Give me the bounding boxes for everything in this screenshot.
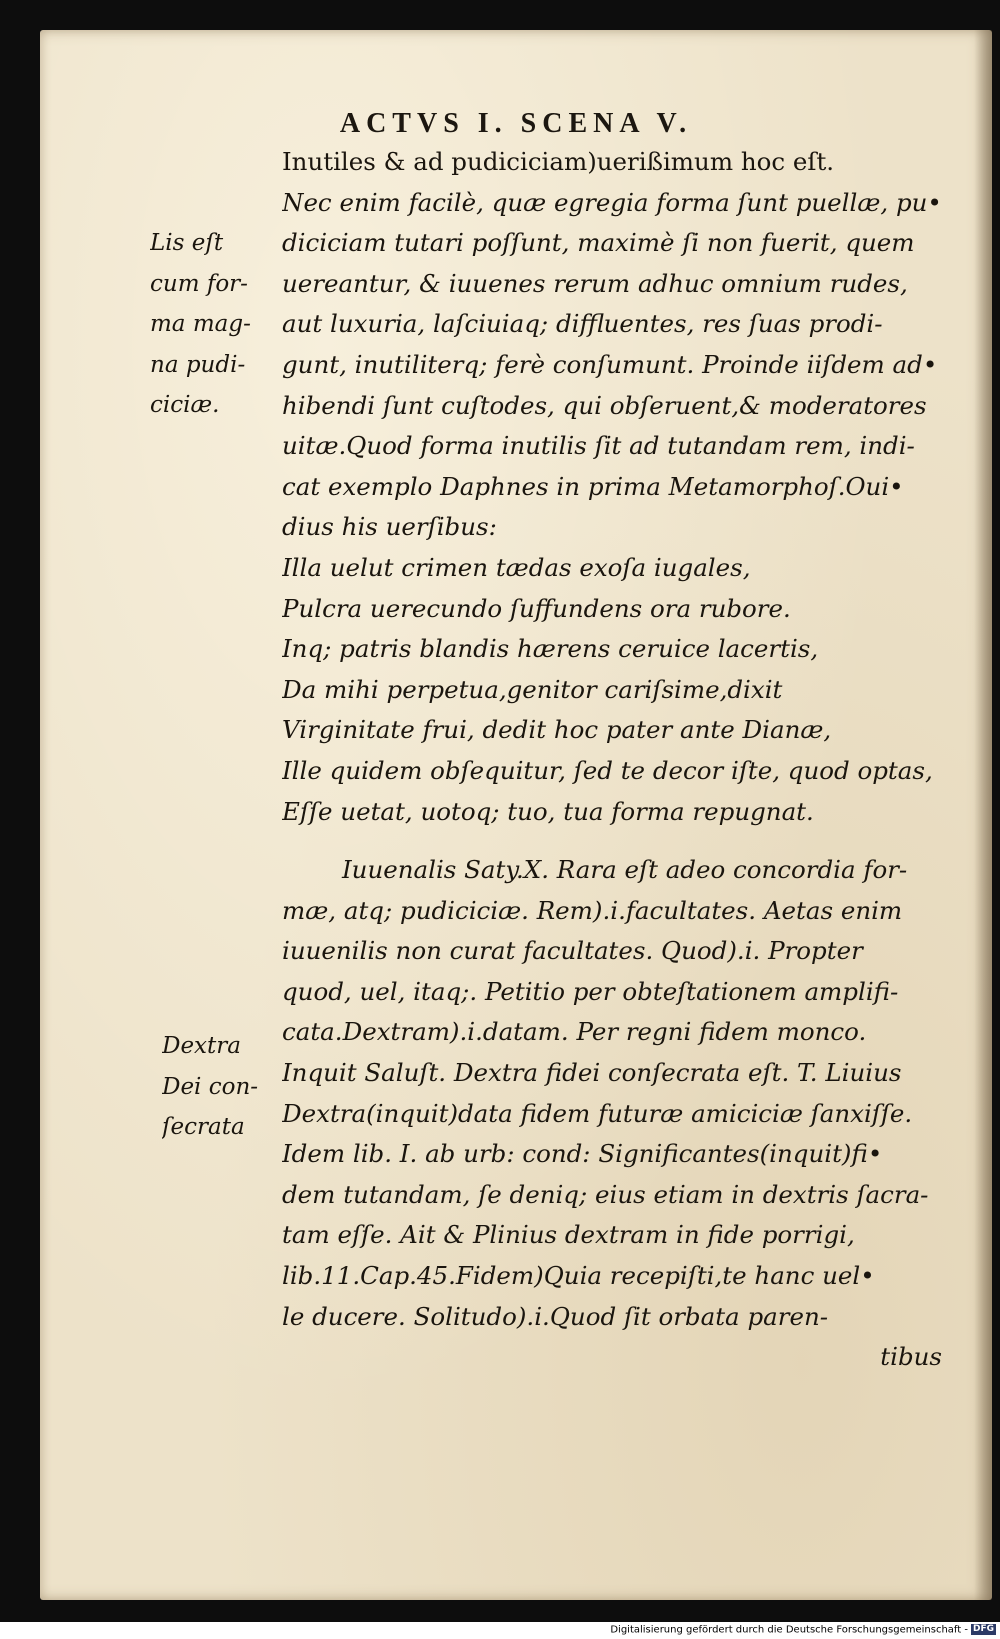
verse-line: Da mihi perpetua,genitor cariſsime,dixit (282, 674, 783, 704)
commentary-line: dem tutandam, ſe deniq; eius etiam in dextris ſacra- (282, 1179, 929, 1209)
marginal-line: Dei con- (162, 1073, 259, 1100)
commentary-line: Dextra(inquit)data fidem futuræ amiciciæ ſanxiſſe. (282, 1098, 913, 1128)
marginal-line: ciciæ. (150, 392, 220, 419)
commentary-line: mæ, atq; pudiciciæ. Rem).i.facultates. Aetas enim (282, 895, 903, 925)
marginal-line: ma mag- (150, 311, 251, 338)
running-head: ACTVS I. SCENA V. (339, 108, 693, 139)
verse-line: Illa uelut crimen tædas exoſa iugales, (282, 552, 751, 582)
commentary-line: quod, uel, itaq;. Petitio per obteſtationem amplifi- (282, 976, 899, 1006)
commentary-line: tam eſſe. Ait & Plinius dextram in fide porrigi, (282, 1220, 855, 1250)
marginal-note-dextra (162, 1026, 287, 1148)
text-line: uitæ.Quod forma inutilis ſit ad tutandam rem, indi- (282, 431, 915, 461)
text-line: Nec enim facilè, quæ egregia forma ſunt puellæ, pu• (282, 187, 942, 217)
marginal-line: ſecrata (162, 1114, 245, 1141)
dfg-logo: DFG (972, 1624, 994, 1634)
main-text-block (282, 142, 952, 1378)
paragraph-gap (282, 832, 952, 850)
verse-line: Ille quidem obſequitur, ſed te decor iſte, quod optas, (282, 755, 933, 785)
commentary-line: Inquit Saluſt. Dextra fidei conſecrata eſt. T. Liuius (282, 1058, 902, 1088)
commentary-line: iuuenilis non curat facultates. Quod).i. Propter (282, 936, 863, 966)
text-line: hibendi ſunt cuſtodes, qui obſeruent,& moderatores (282, 390, 927, 420)
credit-text: Digitalisierung gefördert durch die Deutsche Forschungsgemeinschaft - (610, 1624, 968, 1636)
text-line: dius his uerſibus: (282, 512, 497, 542)
text-line: diciciam tutari poſſunt, maximè ſi non fuerit, quem (282, 228, 915, 258)
commentary-line: cata.Dextram).i.datam. Per regni fidem monco. (282, 1017, 867, 1047)
verse-line: Inq; patris blandis hærens ceruice lacertis, (282, 634, 819, 664)
page-edge-shadow (974, 30, 992, 1600)
text-line: uereantur, & iuuenes rerum adhuc omnium rudes, (282, 268, 908, 298)
marginal-line: Dextra (162, 1033, 241, 1059)
book-page (40, 30, 992, 1600)
commentary-line: Iuuenalis Saty.X. Rara eſt adeo concordia for- (342, 855, 908, 885)
verse-line: Virginitate frui, dedit hoc pater ante Dianæ, (282, 715, 832, 745)
commentary-line: Idem lib. I. ab urb: cond: Significantes(inquit)fi• (282, 1139, 883, 1169)
text-line: gunt, inutiliterq; ferè conſumunt. Proinde iiſdem ad• (282, 349, 938, 379)
verse-line: Eſſe uetat, uotoq; tuo, tua forma repugnat. (282, 796, 814, 826)
text-line: Inutiles & ad pudiciciam)uerißimum hoc eſt. (282, 147, 835, 176)
digitization-credit (610, 1624, 996, 1636)
marginal-note-forma (150, 223, 275, 426)
marginal-line: cum for- (150, 270, 248, 297)
marginal-line: na pudi- (150, 351, 246, 378)
text-line: cat exemplo Daphnes in prima Metamorphoſ.Oui• (282, 471, 904, 501)
commentary-line: tibus (880, 1342, 942, 1372)
commentary-line: le ducere. Solitudo).i.Quod ſit orbata paren- (282, 1301, 828, 1331)
verse-line: Pulcra uerecundo ſuffundens ora rubore. (282, 593, 791, 623)
text-line: aut luxuria, laſciuiaq; diffluentes, res ſuas prodi- (282, 309, 883, 339)
marginal-line: Lis eſt (150, 230, 224, 256)
commentary-line: lib.11.Cap.45.Fidem)Quia recepiſti,te hanc uel• (282, 1261, 875, 1291)
